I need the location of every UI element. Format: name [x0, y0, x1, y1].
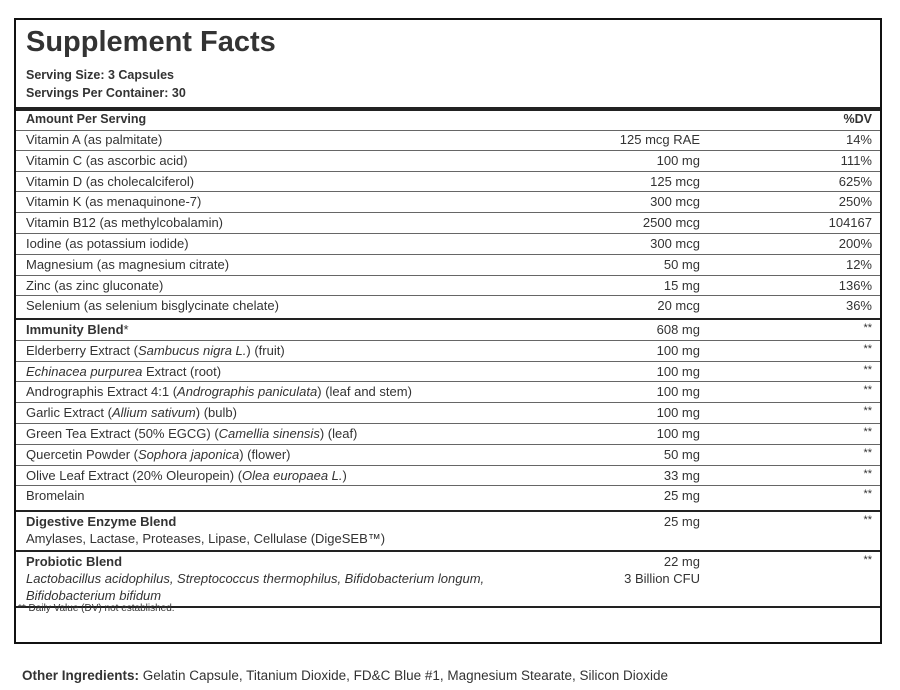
immunity-blend-header-row	[16, 320, 880, 341]
immunity-blend-dv: **	[863, 322, 872, 334]
nutrient-amount: 125 mcg	[650, 173, 700, 189]
blend-ingredient-row	[16, 445, 880, 466]
nutrient-dv: 12%	[845, 256, 872, 272]
blend-ingredient-dv: **	[863, 426, 872, 438]
ingredient-name-part: Green Tea Extract (50% EGCG) (	[26, 426, 219, 441]
digestive-blend-dv: **	[863, 514, 872, 526]
blend-ingredient-dv: **	[863, 446, 872, 459]
ingredient-latin-name: Allium sativum	[111, 405, 196, 421]
nutrient-row	[16, 296, 880, 316]
digestive-blend-amount: 25 mg	[663, 514, 700, 529]
panel-title: Supplement Facts	[26, 26, 276, 58]
nutrient-dv: 625%	[838, 173, 872, 189]
probiotic-strains-line-1: Lactobacillus acidophilus, Streptococcus thermophilus, Bifidobacterium longum,	[26, 571, 485, 586]
nutrient-name: Vitamin B12 (as methylcobalamin)	[26, 215, 224, 231]
blend-ingredient-amount: 100 mg	[656, 384, 700, 400]
dv-footnote: ** Daily Value (DV) not established.	[18, 603, 175, 614]
blend-ingredient-amount: 100 mg	[656, 405, 700, 421]
serving-size: Serving Size: 3 Capsules	[26, 68, 174, 82]
other-ingredients-text: Gelatin Capsule, Titanium Dioxide, FD&C Blue #1, Magnesium Stearate, Silicon Dioxide	[139, 668, 669, 683]
blend-ingredient-amount: 25 mg	[663, 488, 700, 504]
amount-per-serving-label: Amount Per Serving	[26, 112, 147, 126]
blend-ingredient-dv: **	[863, 342, 872, 355]
probiotic-blend-cfu: 3 Billion CFU	[624, 571, 700, 586]
ingredient-latin-name: Camellia sinensis	[218, 426, 320, 441]
digestive-blend-ingredients: Amylases, Lactase, Proteases, Lipase, Cellulase (DigeSEB™)	[26, 531, 386, 546]
ingredient-name-part: ) (leaf and stem)	[317, 384, 412, 400]
probiotic-blend-amount: 22 mg	[663, 554, 700, 569]
ingredient-name-part: Olive Leaf Extract (20% Oleuropein) (	[26, 467, 243, 483]
blend-ingredient-amount: 100 mg	[656, 426, 700, 441]
supplement-facts-panel	[14, 18, 882, 644]
nutrient-dv: 14%	[845, 132, 872, 147]
ingredient-name-part: ) (bulb)	[195, 405, 237, 421]
blend-ingredient-row	[16, 466, 880, 487]
nutrient-amount: 15 mg	[663, 277, 700, 293]
ingredient-name-part: Quercetin Powder (	[26, 446, 138, 462]
nutrient-amount: 2500 mcg	[642, 215, 700, 231]
nutrient-dv: 36%	[845, 298, 872, 314]
probiotic-blend-row	[16, 552, 880, 606]
nutrient-name: Vitamin A (as palmitate)	[26, 132, 163, 147]
nutrient-amount: 300 mcg	[650, 194, 700, 210]
probiotic-blend-dv: **	[863, 554, 872, 566]
immunity-blend-amount: 608 mg	[656, 322, 700, 337]
nutrient-name: Iodine (as potassium iodide)	[26, 236, 189, 251]
other-ingredients-label: Other Ingredients:	[22, 668, 140, 683]
blend-ingredient-row	[16, 341, 880, 362]
digestive-blend-row	[16, 512, 880, 550]
blend-ingredient-name	[26, 384, 412, 399]
blend-ingredient-dv: **	[863, 405, 872, 418]
ingredient-name-part: Garlic Extract (	[26, 405, 112, 421]
ingredient-name-part: Bromelain	[26, 488, 85, 504]
nutrient-dv: 250%	[838, 194, 872, 210]
blend-ingredient-row	[16, 403, 880, 424]
nutrient-dv: 136%	[838, 277, 872, 293]
nutrient-row	[16, 130, 880, 151]
ingredient-name-part: ) (flower)	[239, 446, 291, 462]
blend-ingredient-row	[16, 382, 880, 403]
ingredient-name-part: Extract (root)	[142, 363, 222, 379]
nutrient-dv: 200%	[838, 236, 872, 251]
blend-ingredient-amount: 100 mg	[656, 363, 700, 379]
ingredient-name-part: ) (leaf)	[319, 426, 358, 441]
blend-ingredient-name	[26, 468, 347, 483]
blend-ingredient-name	[26, 447, 290, 462]
ingredient-name-part: ) (fruit)	[246, 342, 285, 358]
dv-header-label: %DV	[843, 112, 872, 126]
digestive-blend-name: Digestive Enzyme Blend	[26, 514, 177, 529]
nutrient-amount: 100 mg	[656, 152, 700, 168]
blend-ingredient-name	[26, 488, 85, 503]
servings-per-container: Servings Per Container: 30	[26, 86, 186, 100]
blend-ingredient-amount: 33 mg	[663, 467, 700, 483]
nutrient-name: Zinc (as zinc gluconate)	[26, 277, 164, 293]
ingredient-name-part: Elderberry Extract (	[26, 342, 138, 358]
nutrient-row	[16, 213, 880, 234]
blend-ingredient-amount: 50 mg	[663, 446, 700, 462]
immunity-blend-mark: *	[123, 322, 129, 337]
blend-ingredient-name	[26, 426, 357, 441]
probiotic-strains-line-2: Bifidobacterium bifidum	[26, 588, 162, 603]
ingredient-name-part: )	[342, 467, 347, 483]
blend-ingredient-row	[16, 424, 880, 445]
nutrient-amount: 300 mcg	[650, 236, 700, 251]
nutrient-amount: 125 mcg RAE	[619, 132, 700, 147]
other-ingredients	[22, 668, 668, 683]
blend-ingredient-row	[16, 486, 880, 506]
blend-ingredient-dv: **	[863, 467, 872, 480]
blend-ingredient-amount: 100 mg	[656, 342, 700, 358]
blend-ingredient-dv: **	[863, 363, 872, 376]
ingredient-latin-name: Echinacea purpurea	[26, 363, 143, 379]
ingredient-latin-name: Andrographis paniculata	[177, 384, 318, 400]
nutrient-name: Selenium (as selenium bisglycinate chelate)	[26, 298, 279, 314]
nutrient-name: Vitamin C (as ascorbic acid)	[26, 152, 188, 168]
nutrient-amount: 50 mg	[663, 256, 700, 272]
nutrient-dv: 104167	[828, 215, 872, 231]
blend-ingredient-row	[16, 362, 880, 383]
nutrient-row	[16, 151, 880, 172]
ingredient-name-part: Andrographis Extract 4:1 (	[26, 384, 178, 400]
nutrient-name: Magnesium (as magnesium citrate)	[26, 256, 230, 272]
blend-ingredient-name	[26, 405, 237, 420]
blend-ingredient-dv: **	[863, 488, 872, 501]
ingredient-latin-name: Olea europaea L.	[242, 467, 343, 483]
nutrient-row	[16, 172, 880, 193]
ingredient-latin-name: Sophora japonica	[138, 446, 240, 462]
nutrient-name: Vitamin D (as cholecalciferol)	[26, 173, 195, 189]
nutrient-row	[16, 234, 880, 255]
blend-ingredient-name	[26, 343, 285, 358]
nutrient-row	[16, 255, 880, 276]
immunity-blend-name: Immunity Blend	[26, 322, 124, 337]
nutrient-dv: 111%	[840, 152, 872, 168]
probiotic-blend-name: Probiotic Blend	[26, 554, 123, 569]
ingredient-latin-name: Sambucus nigra L.	[137, 342, 247, 358]
amount-header-row	[16, 111, 880, 131]
blend-ingredient-dv: **	[863, 384, 872, 397]
nutrient-amount: 20 mcg	[657, 298, 700, 314]
nutrient-row	[16, 276, 880, 297]
blend-ingredient-name	[26, 364, 221, 379]
nutrient-name: Vitamin K (as menaquinone-7)	[26, 194, 202, 210]
nutrient-row	[16, 192, 880, 213]
